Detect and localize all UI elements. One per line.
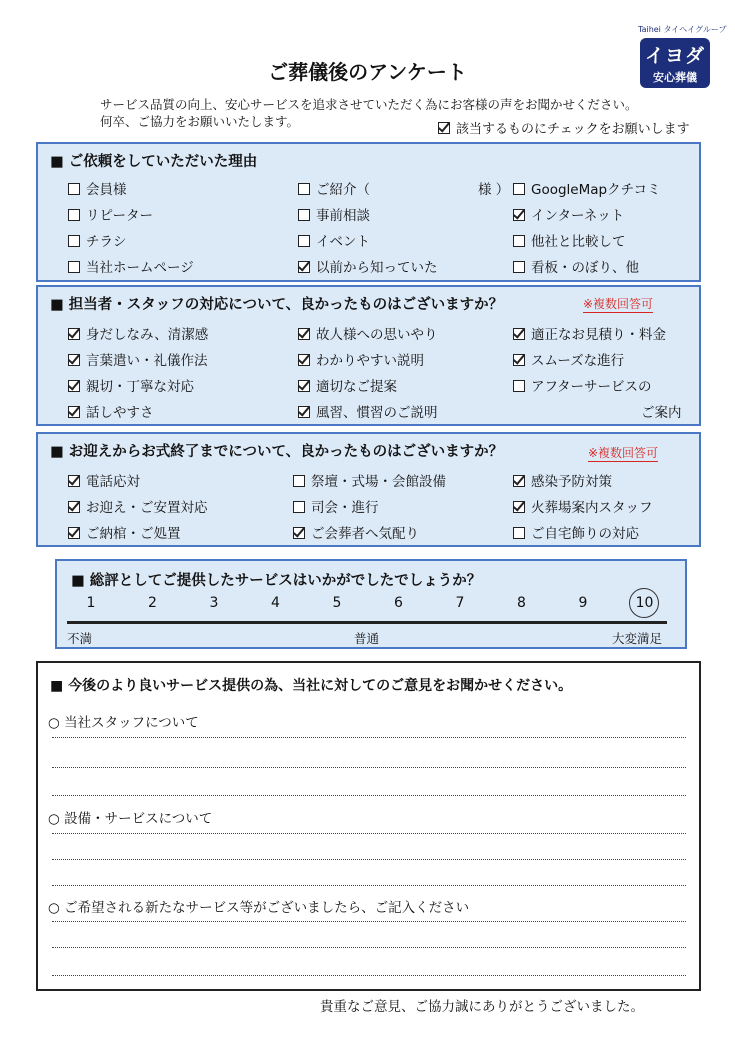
checkbox-option[interactable] (293, 470, 446, 490)
checkbox-label: 適切なご提案 (316, 379, 397, 395)
answer-line[interactable] (52, 795, 686, 796)
checkbox-option[interactable] (298, 375, 397, 395)
checkbox[interactable] (298, 328, 310, 340)
checkbox-option[interactable] (298, 401, 438, 421)
checkbox-label: 司会・進行 (311, 500, 379, 516)
checkbox[interactable] (298, 380, 310, 392)
section-title: ■ お迎えからお式終了までについて、良かったものはございますか？ (50, 444, 504, 460)
logo-sub: 安心葬儀 (653, 71, 697, 84)
checkbox-label: お迎え・ご安置対応 (86, 500, 208, 516)
checkbox[interactable] (298, 235, 310, 247)
checkbox[interactable] (513, 209, 525, 221)
checkbox-label: インターネット (531, 208, 625, 224)
answer-line[interactable] (52, 885, 686, 886)
checkbox-option[interactable] (68, 230, 127, 250)
checkbox-option[interactable] (68, 470, 140, 490)
checkbox-label: 話しやすさ (86, 405, 154, 421)
intro-line: 何卒、ご協力をお願いいたします。 (100, 114, 300, 129)
section-reason (36, 142, 701, 282)
checkbox-label: ご紹介（ 様 ） (316, 182, 510, 198)
page-title: ご葬儀後のアンケート (268, 60, 467, 84)
section-title-text: お迎えからお式終了までについて、良かったものはございますか？ (68, 444, 504, 460)
question-new-service: ○ ご希望される新たなサービス等がございましたら、ご記入ください (48, 900, 470, 916)
checkbox-option[interactable] (68, 522, 181, 542)
checkbox[interactable] (68, 261, 80, 273)
check-instruction-label: 該当するものにチェックをお願いします (456, 122, 690, 137)
checkbox[interactable] (513, 380, 525, 392)
answer-line[interactable] (52, 833, 686, 834)
rating-number[interactable]: 10 (635, 595, 654, 611)
checkbox-label: チラシ (86, 234, 127, 250)
checkbox[interactable] (513, 501, 525, 513)
checkbox-label: 以前から知っていた (316, 260, 438, 276)
checkbox[interactable] (298, 183, 310, 195)
checkbox-option[interactable] (513, 522, 639, 542)
section-title-text: ご依頼をしていただいた理由 (68, 154, 258, 170)
checkbox-option[interactable] (68, 496, 208, 516)
section-title: ■ ご依頼をしていただいた理由 (50, 154, 258, 170)
checkbox-label: 事前相談 (316, 208, 370, 224)
checkbox-label: 故人様への思いやり (316, 327, 438, 343)
checkbox-label: 火葬場案内スタッフ (531, 500, 653, 516)
selected-rating-circle (629, 588, 659, 618)
rating-number[interactable]: 8 (517, 595, 526, 611)
checkbox-label: アフターサービスの (531, 379, 652, 395)
rating-number[interactable]: 6 (394, 595, 403, 611)
checkbox[interactable] (513, 261, 525, 273)
section-title-text: 今後のより良いサービス提供の為、当社に対してのご意見をお聞かせください。 (68, 678, 573, 694)
checkbox-label: ご会葬者へ気配り (311, 526, 419, 542)
checkbox-option[interactable] (513, 323, 666, 343)
section-title: ■ 担当者・スタッフの対応について、良かったものはございますか？ (50, 297, 504, 313)
checkbox-label: 言葉遣い・礼儀作法 (86, 353, 208, 369)
checkbox-label: ご自宅飾りの対応 (531, 526, 639, 542)
checkbox[interactable] (68, 406, 80, 418)
checkbox-option[interactable] (298, 349, 424, 369)
checkbox-option[interactable] (68, 323, 208, 343)
section-ceremony (36, 432, 701, 547)
checkbox-label: ご案内 (641, 405, 682, 421)
section-title: ■ 総評としてご提供したサービスはいかがでしたでしょうか？ (71, 573, 482, 589)
checkbox-label: 適正なお見積り・料金 (531, 327, 666, 343)
checkbox[interactable] (68, 380, 80, 392)
rating-number[interactable]: 3 (209, 595, 219, 611)
group-logo-text: Taihei タイヘイグループ (638, 25, 727, 34)
checkbox[interactable] (293, 501, 305, 513)
checkbox-label: 会員様 (86, 182, 127, 198)
rating-number[interactable]: 9 (578, 595, 588, 611)
checkbox-option[interactable] (513, 470, 612, 490)
checkbox-option[interactable] (513, 375, 652, 395)
checkbox-option[interactable] (293, 496, 379, 516)
checkbox-label: 電話応対 (86, 474, 140, 490)
checkbox-label: 親切・丁寧な対応 (86, 379, 194, 395)
answer-line[interactable] (52, 975, 686, 976)
checkbox-option[interactable] (513, 178, 661, 198)
logo-name: イヨダ (644, 45, 705, 67)
checkbox[interactable] (68, 209, 80, 221)
checkbox[interactable] (68, 183, 80, 195)
answer-line[interactable] (52, 737, 686, 738)
rating-scale-line (67, 621, 667, 624)
checkbox-label: わかりやすい説明 (316, 353, 424, 369)
section-staff (36, 285, 701, 426)
scale-mid-label: 普通 (354, 631, 380, 646)
checkbox[interactable] (68, 235, 80, 247)
checkbox[interactable] (68, 354, 80, 366)
checkbox[interactable] (513, 235, 525, 247)
checkbox[interactable] (68, 475, 80, 487)
scale-high-label: 大変満足 (612, 631, 663, 646)
section-title: ■ 今後のより良いサービス提供の為、当社に対してのご意見をお聞かせください。 (50, 678, 573, 694)
section-title-text: 総評としてご提供したサービスはいかがでしたでしょうか？ (89, 573, 482, 589)
checkbox-label: GoogleMapクチコミ (531, 182, 661, 198)
scale-low-label: 不満 (67, 631, 93, 646)
checkbox[interactable] (513, 328, 525, 340)
checkbox-option[interactable] (513, 230, 626, 250)
check-instruction (438, 118, 690, 137)
section-title-text: 担当者・スタッフの対応について、良かったものはございますか？ (68, 297, 504, 313)
rating-number[interactable]: 7 (455, 595, 465, 611)
checkbox[interactable] (68, 501, 80, 513)
answer-line[interactable] (52, 921, 686, 922)
checkbox[interactable] (298, 354, 310, 366)
checkbox-label: 風習、慣習のご説明 (316, 405, 438, 421)
checkbox[interactable] (513, 475, 525, 487)
checkbox-icon (438, 122, 450, 134)
section-rating (55, 559, 687, 649)
rating-number[interactable]: 5 (332, 595, 342, 611)
checkbox[interactable] (513, 527, 525, 539)
checkbox[interactable] (293, 475, 305, 487)
intro-line: サービス品質の向上、安心サービスを追求させていただく為にお客様の声をお聞かせください。 (100, 97, 638, 112)
checkbox-option[interactable] (298, 256, 438, 276)
rating-number[interactable]: 4 (271, 595, 280, 611)
checkbox-label: 看板・のぼり、他 (531, 260, 639, 276)
checkbox-option[interactable] (298, 204, 370, 224)
rating-number[interactable]: 1 (86, 595, 96, 611)
question-text: 設備・サービスについて (64, 811, 213, 827)
checkbox-label: スムーズな進行 (531, 353, 625, 369)
footer-thanks: 貴重なご意見、ご協力誠にありがとうございました。 (320, 999, 644, 1015)
checkbox-label: リピーター (86, 208, 153, 224)
checkbox-option[interactable] (298, 323, 438, 343)
question-text: 当社スタッフについて (64, 715, 199, 731)
checkbox[interactable] (513, 183, 525, 195)
checkbox-option[interactable] (68, 401, 154, 421)
rating-number[interactable]: 2 (148, 595, 157, 611)
checkbox-label: 祭壇・式場・会館設備 (311, 474, 446, 490)
checkbox[interactable] (298, 406, 310, 418)
checkbox-option[interactable] (293, 522, 419, 542)
checkbox[interactable] (298, 209, 310, 221)
question-facility: ○ 設備・サービスについて (48, 811, 213, 827)
checkbox-label: 感染予防対策 (531, 474, 612, 490)
checkbox-option[interactable] (623, 401, 682, 421)
section-opinion (36, 661, 701, 991)
question-text: ご希望される新たなサービス等がございましたら、ご記入ください (64, 900, 470, 916)
checkbox-option[interactable] (68, 375, 194, 395)
checkbox-option[interactable] (68, 204, 153, 224)
checkbox-label: イベント (316, 234, 370, 250)
checkbox-option[interactable] (68, 349, 208, 369)
checkbox-option[interactable] (298, 178, 509, 198)
answer-line[interactable] (52, 947, 686, 948)
checkbox-label: 身だしなみ、清潔感 (86, 327, 209, 343)
checkbox[interactable] (513, 354, 525, 366)
checkbox-option[interactable] (298, 230, 370, 250)
answer-line[interactable] (52, 767, 686, 768)
answer-line[interactable] (52, 859, 686, 860)
checkbox[interactable] (298, 261, 310, 273)
multiple-answer-note: ※複数回答可 (583, 297, 654, 311)
checkbox[interactable] (293, 527, 305, 539)
checkbox-option[interactable] (513, 349, 624, 369)
checkbox-label: ご納棺・ご処置 (86, 526, 181, 542)
checkbox-label: 他社と比較して (531, 234, 626, 250)
question-staff: ○ 当社スタッフについて (48, 715, 199, 731)
checkbox-option[interactable] (513, 256, 639, 276)
checkbox-option[interactable] (68, 178, 127, 198)
checkbox-option[interactable] (513, 204, 624, 224)
checkbox-option[interactable] (68, 256, 194, 276)
checkbox[interactable] (68, 328, 80, 340)
checkbox-label: 当社ホームページ (86, 260, 194, 276)
multiple-answer-note: ※複数回答可 (588, 446, 659, 460)
checkbox-option[interactable] (513, 496, 653, 516)
checkbox[interactable] (68, 527, 80, 539)
